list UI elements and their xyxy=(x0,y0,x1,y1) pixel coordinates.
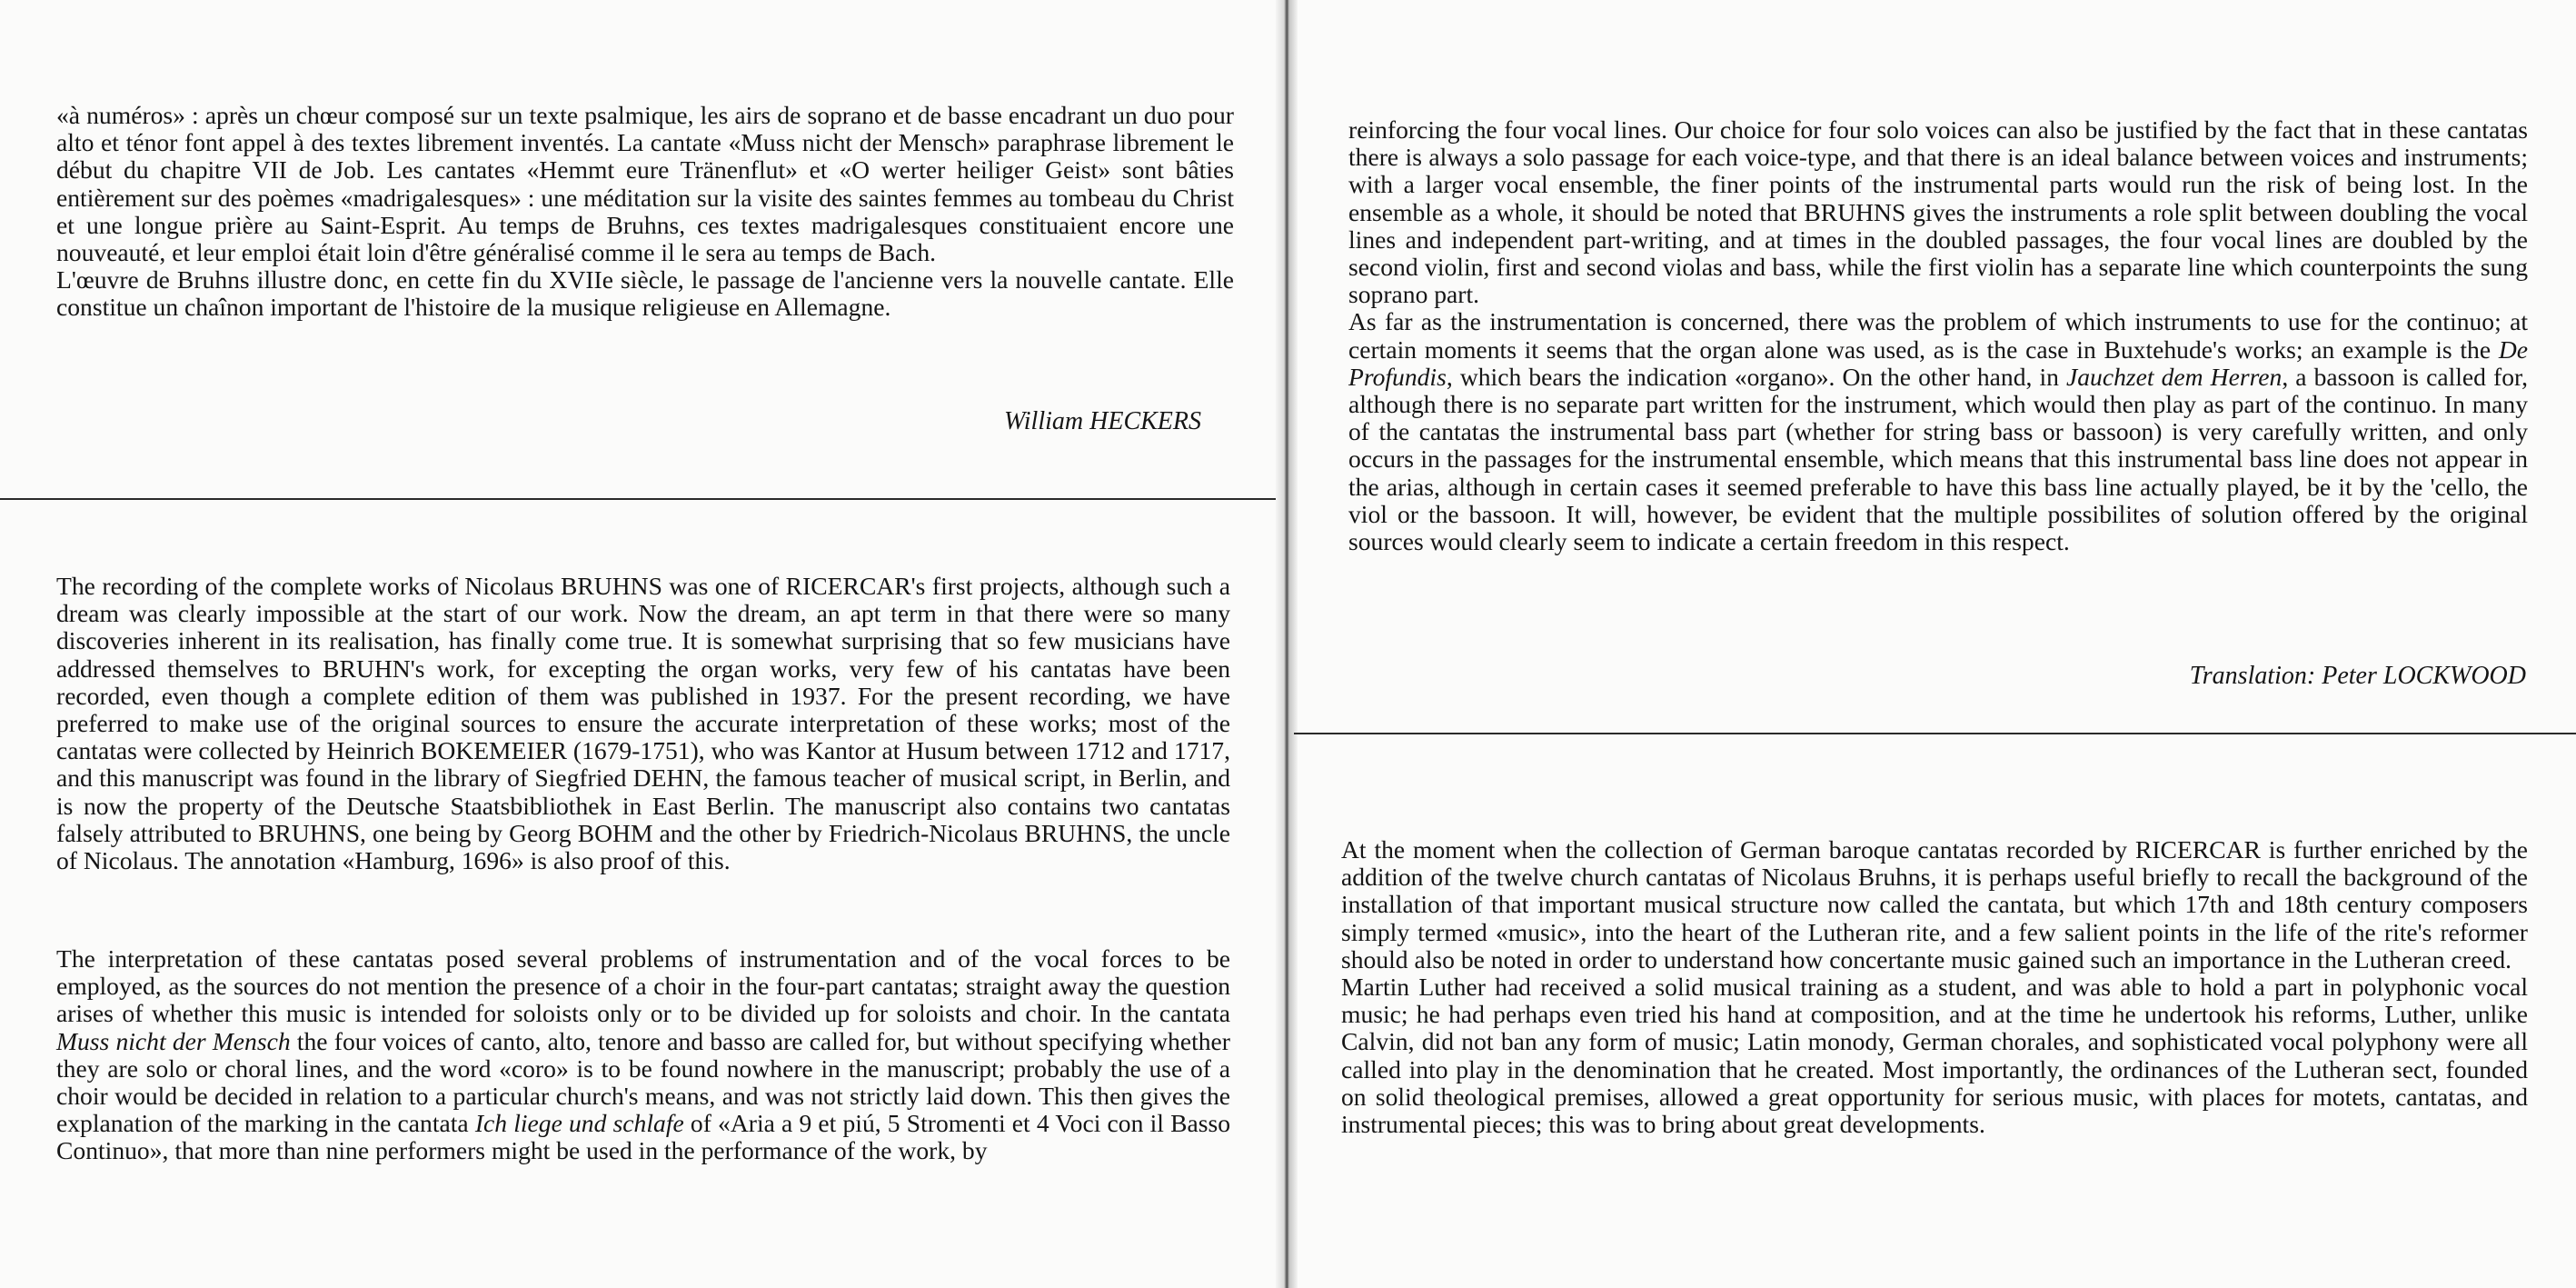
english-paragraph-interpretation xyxy=(56,945,1230,1165)
english-text-block-3 xyxy=(1348,116,2528,555)
text-run: , which bears the indication «organo». On the other hand, in xyxy=(1446,362,2066,391)
english-paragraph-instrumentation xyxy=(1348,308,2528,555)
work-title: Jauchzet dem Herren xyxy=(2066,362,2283,391)
text-run: The interpretation of these cantatas posed several problems of instrumentation and of the vocal forces to be employed, as the sources do not mention the presence of a choir in the four-part cantatas; straight away the question arises of whether this music is intended for soloists only or to be divided up for soloists and choir. In the cantata xyxy=(56,944,1230,1028)
translation-credit: Translation: Peter LOCKWOOD xyxy=(2189,662,2526,690)
english-text-block-2 xyxy=(56,945,1230,1165)
french-paragraph-2: L'œuvre de Bruhns illustre donc, en cette fin du XVIIe siècle, le passage de l'ancienne vers la nouvelle cantate. Elle constitue un chaînon important de l'histoire de la musique religieuse en Allemagne. xyxy=(56,265,1234,322)
english-text-block-1 xyxy=(56,573,1230,874)
french-paragraph-1: «à numéros» : après un chœur composé sur un texte psalmique, les airs de soprano et de basse encadrant un duo pour alto et ténor font appel à des textes librement inventés. La cantate «Muss nicht der Mensch» paraphrase librement le début du chapitre VII de Job. Les cantates «Hemmt eure Tränenflut» et «O werter heiliger Geist» sont bâties entièrement sur des poèmes «madrigalesques» : une méditation sur la visite des saintes femmes au tombeau du Christ et une longue prière au Saint-Esprit. Au temps de Bruhns, ces textes madrigalesques constituaient encore une nouveauté, et leur emploi était loin d'être généralisé comme il le sera au temps de Bach. xyxy=(56,101,1234,267)
english-paragraph-baroque-cantatas: At the moment when the collection of German baroque cantatas recorded by RICERCAR is further enriched by the addition of the twelve church cantatas of Nicolaus Bruhns, it is perhaps useful briefly to recall the background of the installation of that important musical structure now called the cantata, but which 17th and 18th century composers simply termed «music», into the heart of the Lutheran rite, and a few salient points in the life of the rite's reformer should also be noted in order to understand how concertante music gained such an importance in the Lutheran creed. xyxy=(1341,835,2528,973)
text-run: , a bassoon is called for, although there is no separate part written for the instrument, which would then play as part of the continuo. In many of the cantatas the instrumental bass part (whether for string bass or bassoon) is very carefully written, and only occurs in the passages for the instrumental ensemble, which means that this instrumental bass line does not appear in the arias, although in certain cases it seemed preferable to have this bass line actually played, be it by the 'cello, the viol or the bassoon. It will, however, be evident that the multiple possibilites of solution offered by the original sources would clearly seem to indicate a certain freedom in this respect. xyxy=(1348,362,2528,556)
text-run: As far as the instrumentation is concerned, there was the problem of which instruments to use for the continuo; at certain moments it seems that the organ alone was used, as is the case in Buxtehude's works; an example is the xyxy=(1348,307,2528,364)
english-text-block-4 xyxy=(1341,836,2528,1138)
cantata-title: Muss nicht der Mensch xyxy=(56,1026,291,1055)
english-paragraph-vocal-lines: reinforcing the four vocal lines. Our choice for four solo voices can also be justified by the fact that in these cantatas there is always a solo passage for each voice-type, and that there is an ideal balance between voices and instruments; with a larger vocal ensemble, the finer points of the instrumental parts would run the risk of being lost. In the ensemble as a whole, it should be noted that BRUHNS gives the instruments a role split between doubling the vocal lines and independent part-writing, and at times in the doubled passages, the four vocal lines are doubled by the second violin, first and second violas and bass, while the first violin has a separate line which counterpoints the sung soprano part. xyxy=(1348,115,2528,309)
section-divider-left xyxy=(0,498,1281,500)
french-text-block xyxy=(56,102,1234,322)
work-title: De Profundis xyxy=(1348,334,2528,391)
right-page xyxy=(1294,0,2576,1288)
section-divider-right xyxy=(1294,733,2576,734)
french-author-signature: William HECKERS xyxy=(1004,407,1201,435)
english-paragraph-recording: The recording of the complete works of Nicolaus BRUHNS was one of RICERCAR's first projects, although such a dream was clearly impossible at the start of our work. Now the dream, an apt term in that there were so many discoveries inherent in its realisation, has finally come true. It is somewhat surprising that so few musicians have addressed themselves to BRUHN's work, for excepting the organ works, very few of his cantatas have been recorded, even though a complete edition of them was published in 1937. For the present recording, we have preferred to make use of the original sources to ensure the accurate interpretation of these works; most of the cantatas were collected by Heinrich BOKEMEIER (1679-1751), who was Kantor at Husum between 1712 and 1717, and this manuscript was found in the library of Siegfried DEHN, the famous teacher of musical script, in Berlin, and is now the property of the Deutsche Staatsbibliothek in East Berlin. The manuscript also contains two cantatas falsely attributed to BRUHNS, one being by Georg BOHM and the other by Friedrich-Nicolaus BRUHNS, the uncle of Nicolaus. The annotation «Hamburg, 1696» is also proof of this. xyxy=(56,572,1230,875)
text-run: of «Aria a 9 et piú, 5 Stromenti et 4 Voci con il Basso Continuo», that more than nine performers might be used in the performance of the work, by xyxy=(56,1109,1230,1165)
english-paragraph-luther: Martin Luther had received a solid musical training as a student, and was able to hold a part in polyphonic vocal music; he had perhaps even tried his hand at composition, and at the time he undertook his reforms, Luther, unlike Calvin, did not ban any form of music; Latin monody, German chorales, and sophisticated vocal polyphony were all called into play in the denomination that he created. Most importantly, the ordinances of the Lutheran sect, founded on solid theological premises, allowed a great opportunity for serious music, with places for motets, cantatas, and instrumental pieces; this was to bring about great developments. xyxy=(1341,973,2528,1139)
left-page xyxy=(0,0,1281,1288)
cantata-title: Ich liege und schlafe xyxy=(474,1109,684,1138)
text-run: the four voices of canto, alto, tenore and basso are called for, but without specifying whether they are solo or choral lines, and the word «coro» is to be found nowhere in the manuscript; probably the use of a choir would be decided in relation to a particular church's means, and was not strictly laid down. This then gives the explanation of the marking in the cantata xyxy=(56,1026,1230,1138)
